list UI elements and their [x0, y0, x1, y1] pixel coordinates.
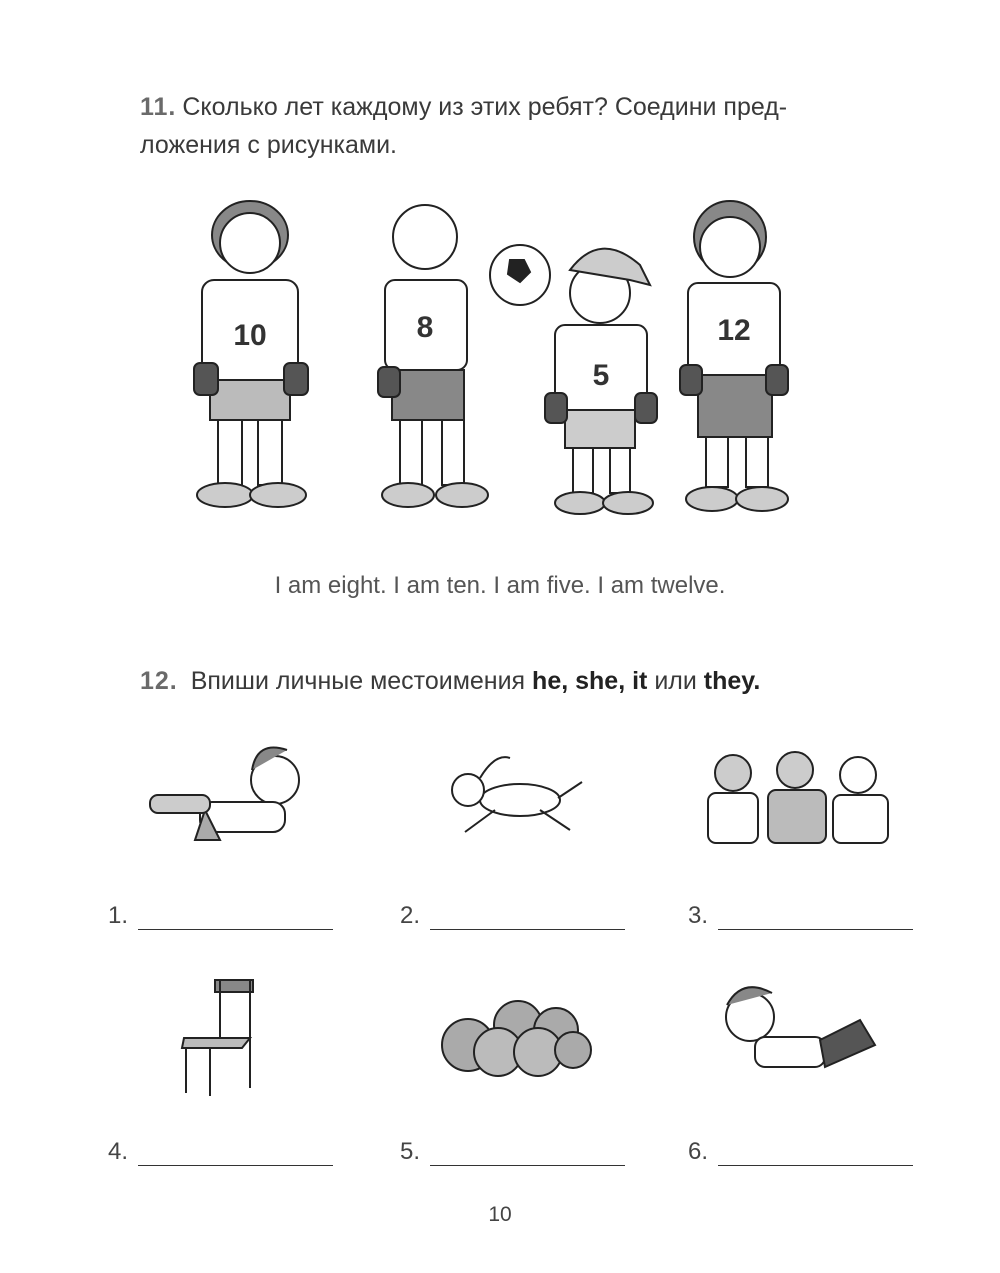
answer-4-line[interactable]: [138, 1139, 333, 1166]
girl-lying-icon: [140, 740, 320, 855]
kid-10-figure: [194, 201, 308, 507]
answer-1-line[interactable]: [138, 903, 333, 930]
four-kids-illustration: [180, 185, 800, 525]
answer-6-label: 6.: [688, 1138, 709, 1165]
page-number: 10: [488, 1203, 512, 1226]
task-12-heading: [140, 662, 940, 700]
answer-2-line[interactable]: [430, 903, 625, 930]
answer-5-label: 5.: [400, 1138, 421, 1165]
answer-5: [400, 1138, 625, 1166]
kid-12-figure: [680, 201, 788, 511]
answer-1: [108, 902, 333, 930]
task-11-text: Сколько лет каждому из этих ребят? Соедини пред- ложения с рисунками.: [140, 93, 788, 159]
task-12-pronoun-last: they.: [703, 667, 761, 695]
apples-icon: [438, 1000, 593, 1080]
task-12-or: или: [654, 667, 697, 695]
chair-icon: [180, 978, 260, 1098]
answer-6-line[interactable]: [718, 1139, 913, 1166]
task-11-number: 11.: [140, 93, 177, 121]
answer-4-label: 4.: [108, 1138, 129, 1165]
answer-4: [108, 1138, 333, 1166]
shirt-number-12: 12: [717, 314, 751, 347]
answer-3-line[interactable]: [718, 903, 913, 930]
three-boys-icon: [698, 745, 903, 845]
answer-3-label: 3.: [688, 902, 709, 929]
shirt-number-10: 10: [233, 319, 267, 352]
task-11-sentences: I am eight. I am ten. I am five. I am twelve.: [274, 572, 726, 599]
answer-5-line[interactable]: [430, 1139, 625, 1166]
kid-8-figure: [378, 205, 550, 507]
answer-1-label: 1.: [108, 902, 129, 929]
shirt-number-5: 5: [592, 359, 610, 392]
shirt-number-8: 8: [416, 311, 434, 344]
answer-2: [400, 902, 625, 930]
task-12-text: Впиши личные местоимения: [190, 667, 526, 695]
boy-lying-icon: [705, 975, 895, 1085]
answer-3: [688, 902, 913, 930]
task-12-number: 12.: [140, 667, 178, 695]
answer-2-label: 2.: [400, 902, 421, 929]
task-12-pronouns: he, she, it: [532, 667, 648, 695]
dog-running-icon: [440, 748, 585, 843]
answer-6: [688, 1138, 913, 1166]
task-11-heading: [140, 88, 920, 164]
